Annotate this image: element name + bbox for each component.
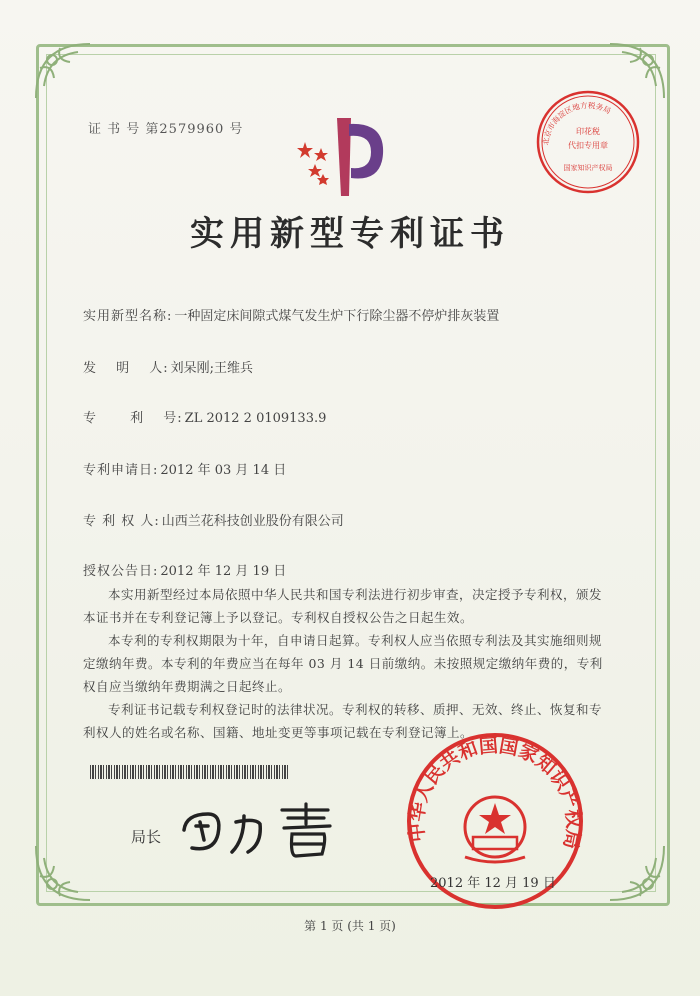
field-value: 刘呆刚;王维兵 — [170, 361, 254, 376]
field-utility-model-name — [83, 305, 499, 324]
field-value: ZL 2012 2 0109133.9 — [184, 411, 327, 426]
field-label: 实用新型名称: — [83, 309, 173, 324]
body-paragraph: 本实用新型经过本局依照中华人民共和国专利法进行初步审查，决定授予专利权，颁发本证书并在专利登记簿上予以登记。专利权自授权公告之日起生效。 — [83, 587, 603, 625]
certificate-title: 实用新型专利证书 — [190, 214, 510, 254]
certificate-body — [83, 583, 611, 744]
field-patentee — [83, 510, 344, 529]
issue-date: 2012 年 12 月 19 日 — [430, 876, 556, 891]
body-paragraph: 专利证书记载专利权登记时的法律状况。专利权的转移、质押、无效、终止、恢复和专利权人的姓名或名称、国籍、地址变更等事项记载在专利登记簿上。 — [83, 702, 603, 740]
field-value: 2012 年 12 月 19 日 — [160, 564, 287, 579]
field-grant-date — [83, 560, 286, 579]
svg-text:北京市海淀区地方税务局: 北京市海淀区地方税务局 — [540, 100, 613, 146]
field-value: 2012 年 03 月 14 日 — [160, 463, 287, 478]
body-paragraph: 本专利的专利权期限为十年，自申请日起算。专利权人应当依照专利法及其实施细则规定缴纳年费。本专利的年费应当在每年 03 月 14 日前缴纳。未按照规定缴纳年费的，专利权自应当缴纳年费期满之日起终止。 — [83, 633, 603, 694]
field-value: 一种固定床间隙式煤气发生炉下行除尘器不停炉排灰装置 — [174, 309, 500, 324]
corner-ornament-bottom-left — [30, 836, 100, 906]
field-patent-number — [83, 407, 326, 426]
field-inventor — [83, 357, 253, 376]
field-label: 专利申请日: — [83, 463, 159, 478]
field-label: 发 明 人: — [83, 361, 169, 376]
corner-ornament-top-left — [30, 38, 100, 108]
svg-text:中华人民共和国国家知识产权局 — [404, 735, 585, 851]
svg-text:印花税: 印花税 — [576, 127, 600, 136]
tax-stamp — [532, 86, 644, 198]
corner-ornament-bottom-right — [600, 836, 670, 906]
svg-text:国家知识产权局: 国家知识产权局 — [563, 164, 613, 172]
certificate-number: 证 书 号 第2579960 号 — [88, 122, 244, 137]
page-footer: 第 1 页 (共 1 页) — [304, 919, 396, 933]
barcode — [90, 765, 288, 779]
field-label: 专 利 号: — [83, 411, 183, 426]
field-application-date — [83, 459, 286, 478]
director-label: 局长 — [131, 828, 162, 846]
field-label: 专 利 权 人: — [83, 514, 160, 529]
director-signature — [178, 800, 343, 862]
field-value: 山西兰花科技创业股份有限公司 — [161, 514, 344, 529]
svg-text:代扣专用章: 代扣专用章 — [568, 141, 608, 150]
field-label: 授权公告日: — [83, 564, 159, 579]
patent-office-logo — [293, 112, 403, 200]
seal-text: 中华人民共和国国家知识产权局 — [405, 734, 585, 851]
